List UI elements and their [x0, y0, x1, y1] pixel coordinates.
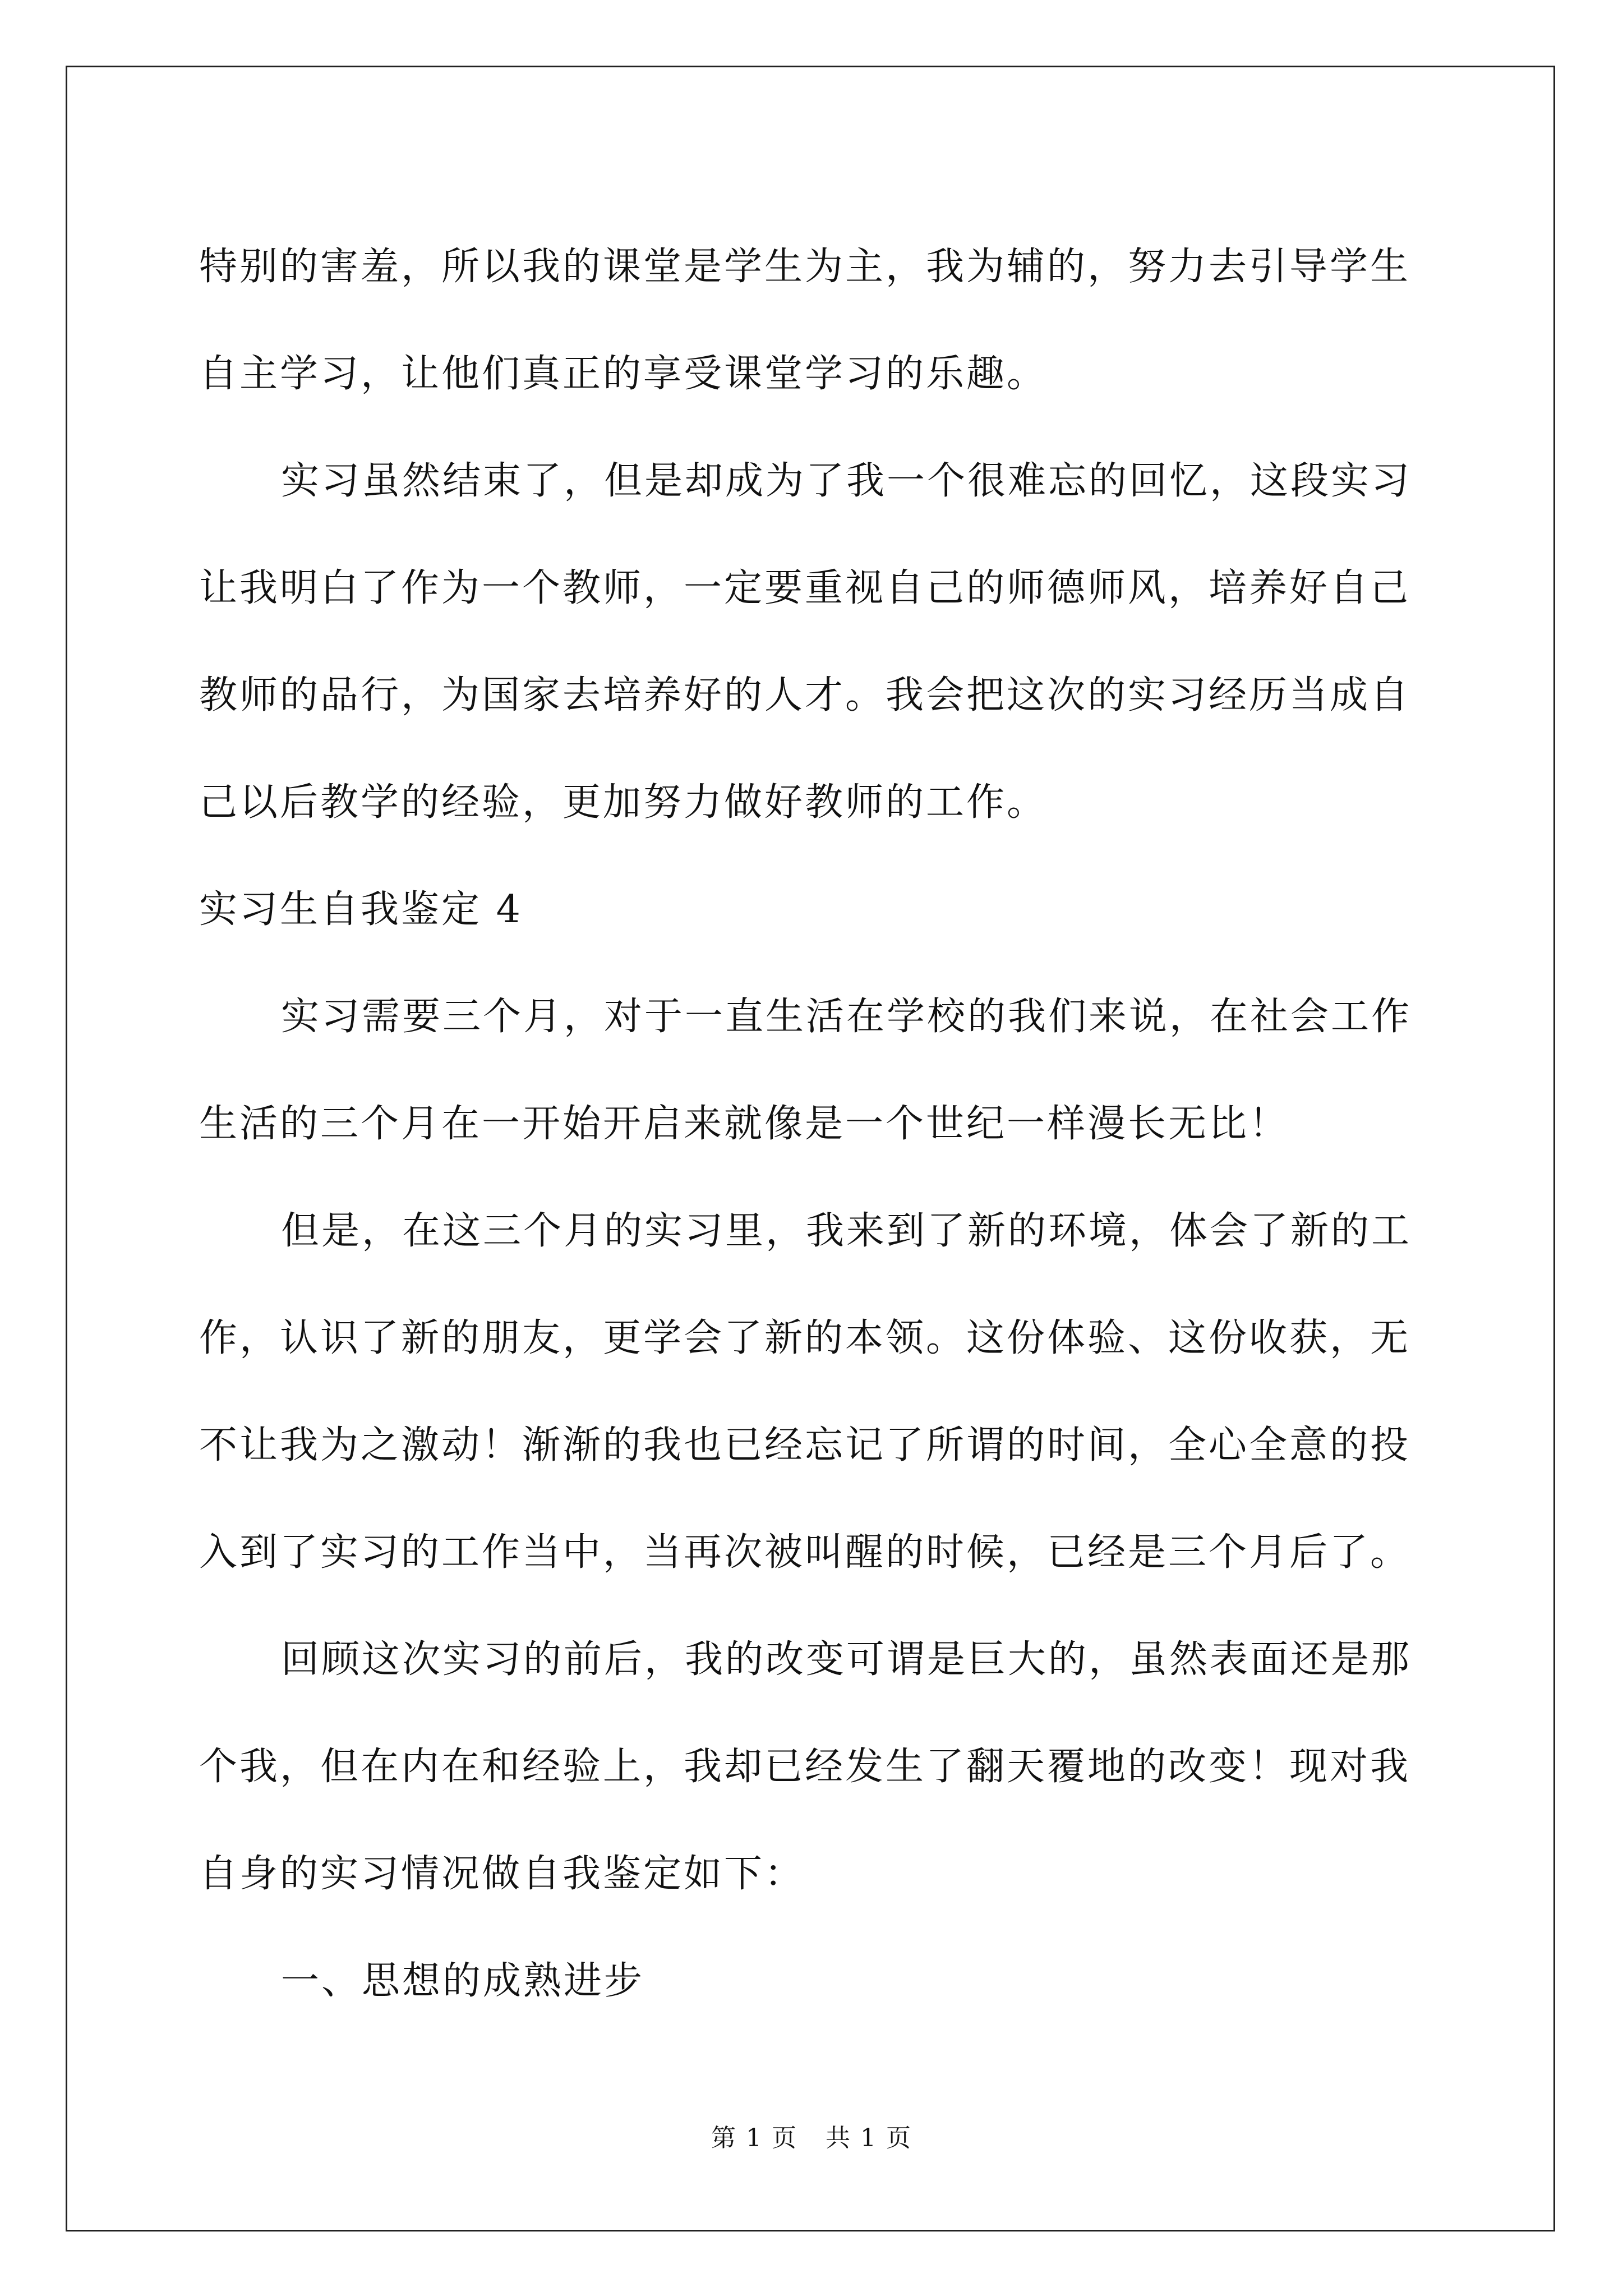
text-line: 不让我为之激动！渐渐的我也已经忘记了所谓的时间，全心全意的投 [199, 1423, 1411, 1467]
text-line: 入到了实习的工作当中，当再次被叫醒的时候，已经是三个月后了。 [199, 1530, 1411, 1575]
text-line: 回顾这次实习的前后，我的改变可谓是巨大的，虽然表面还是那 [281, 1637, 1412, 1682]
text-line: 己以后教学的经验，更加努力做好教师的工作。 [199, 780, 1048, 825]
text-line: 教师的品行，为国家去培养好的人才。我会把这次的实习经历当成自 [199, 673, 1411, 717]
page-footer [0, 2122, 1623, 2155]
text-line: 实习虽然结束了，但是却成为了我一个很难忘的回忆，这段实习 [281, 459, 1412, 503]
text-line: 个我，但在内在和经验上，我却已经发生了翻天覆地的改变！现对我 [199, 1745, 1411, 1789]
text-line: 作，认识了新的朋友，更学会了新的本领。这份体验、这份收获，无 [199, 1316, 1411, 1360]
document-body [199, 213, 1427, 2035]
text-line: 自主学习，让他们真正的享受课堂学习的乐趣。 [199, 352, 1048, 396]
section-heading: 实习生自我鉴定 4 [199, 887, 523, 932]
text-line: 特别的害羞，所以我的课堂是学生为主，我为辅的，努力去引导学生 [199, 245, 1411, 289]
text-line: 实习需要三个月，对于一直生活在学校的我们来说，在社会工作 [281, 995, 1412, 1039]
text-line: 让我明白了作为一个教师，一定要重视自己的师德师风，培养好自己 [199, 566, 1411, 610]
page-total: 共 1 页 [826, 2124, 912, 2152]
subsection-heading: 一、思想的成熟进步 [281, 1959, 645, 2003]
text-line: 自身的实习情况做自我鉴定如下： [199, 1852, 805, 1896]
text-line: 但是，在这三个月的实习里，我来到了新的环境，体会了新的工 [281, 1209, 1412, 1253]
page-number: 第 1 页 [711, 2124, 797, 2152]
text-line: 生活的三个月在一开始开启来就像是一个世纪一样漫长无比！ [199, 1102, 1290, 1146]
